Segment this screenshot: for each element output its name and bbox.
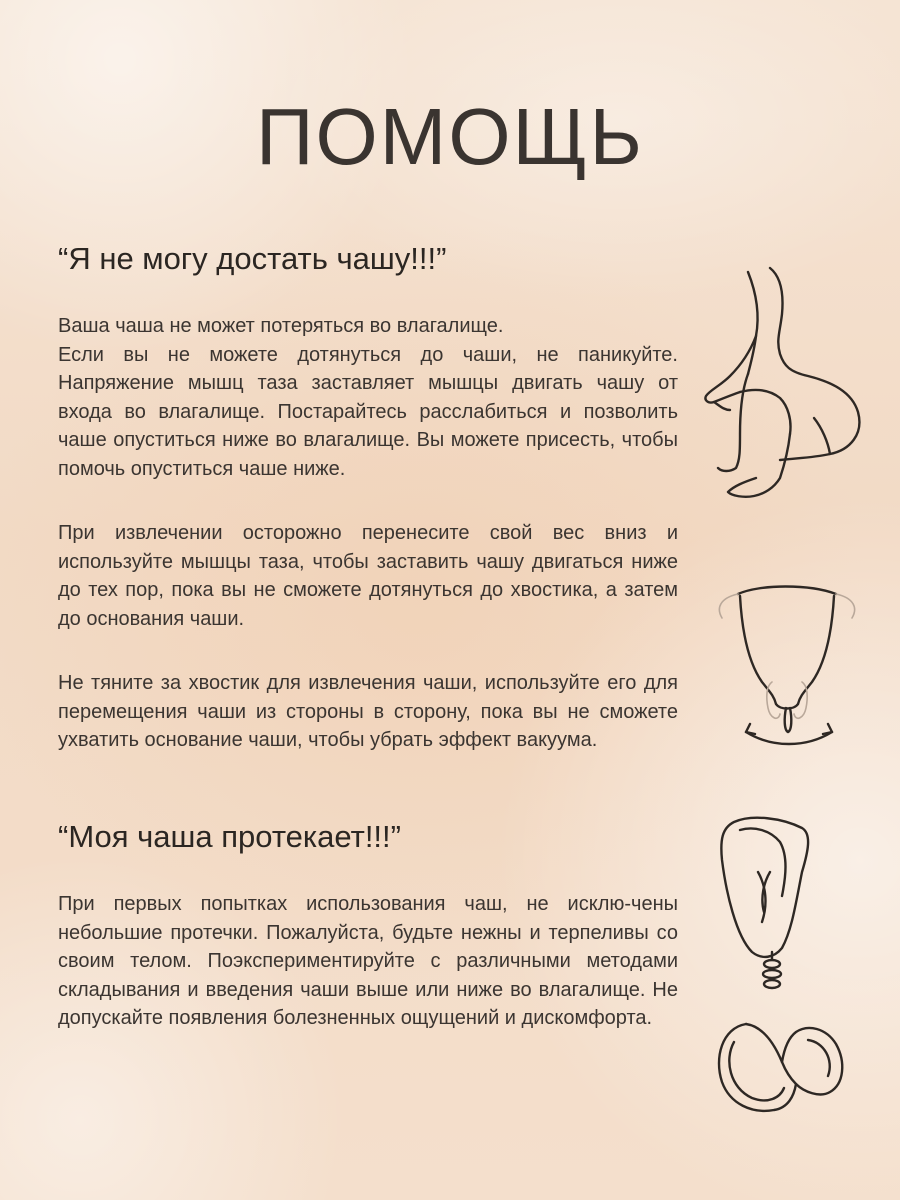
section-heading: “Я не могу достать чашу!!!”	[58, 241, 447, 276]
page-title: ПОМОЩЬ	[255, 92, 645, 181]
folded-cup-icon	[712, 812, 832, 1002]
cup-rocking-icon	[710, 572, 870, 752]
rolled-cup-icon	[712, 1018, 852, 1118]
paragraph: Ваша чаша не может потеряться во влагалище. Если вы не можете дотянуться до чаши, не паникуйте. Напряжение мышц таза заставляет мышцы двигать чашу от входа во влагалище. Постарайтесь расслабиться и позволить чаше опуститься ниже во влагалище. Вы можете присесть, чтобы помочь опуститься чаше ниже.	[58, 315, 678, 480]
section-leaking	[58, 818, 678, 1069]
squatting-figure-icon	[700, 262, 870, 512]
paragraph: При первых попытках использования чаш, не исклю-чены небольшие протечки. Пожалуйста, будьте нежны и терпеливы со своим телом. Поэкспериментируйте с различными методами складывания и введения чаши выше или ниже во влагалище. Не допускайте появления болезненных ощущений и дискомфорта.	[58, 893, 678, 1029]
section-heading: “Моя чаша протекает!!!”	[58, 819, 401, 854]
paragraph: При извлечении осторожно перенесите свой вес вниз и используйте мышцы таза, чтобы заставить чашу двигаться ниже до тех пор, пока вы не сможете дотянуться до хвостика, а затем до основания чаши.	[58, 522, 678, 630]
section-cant-reach	[58, 240, 678, 791]
paragraph: Не тяните за хвостик для извлечения чаши, используйте его для перемещения чаши из стороны в сторону, пока вы не сможете ухватить основание чаши, чтобы убрать эффект вакуума.	[58, 672, 678, 751]
